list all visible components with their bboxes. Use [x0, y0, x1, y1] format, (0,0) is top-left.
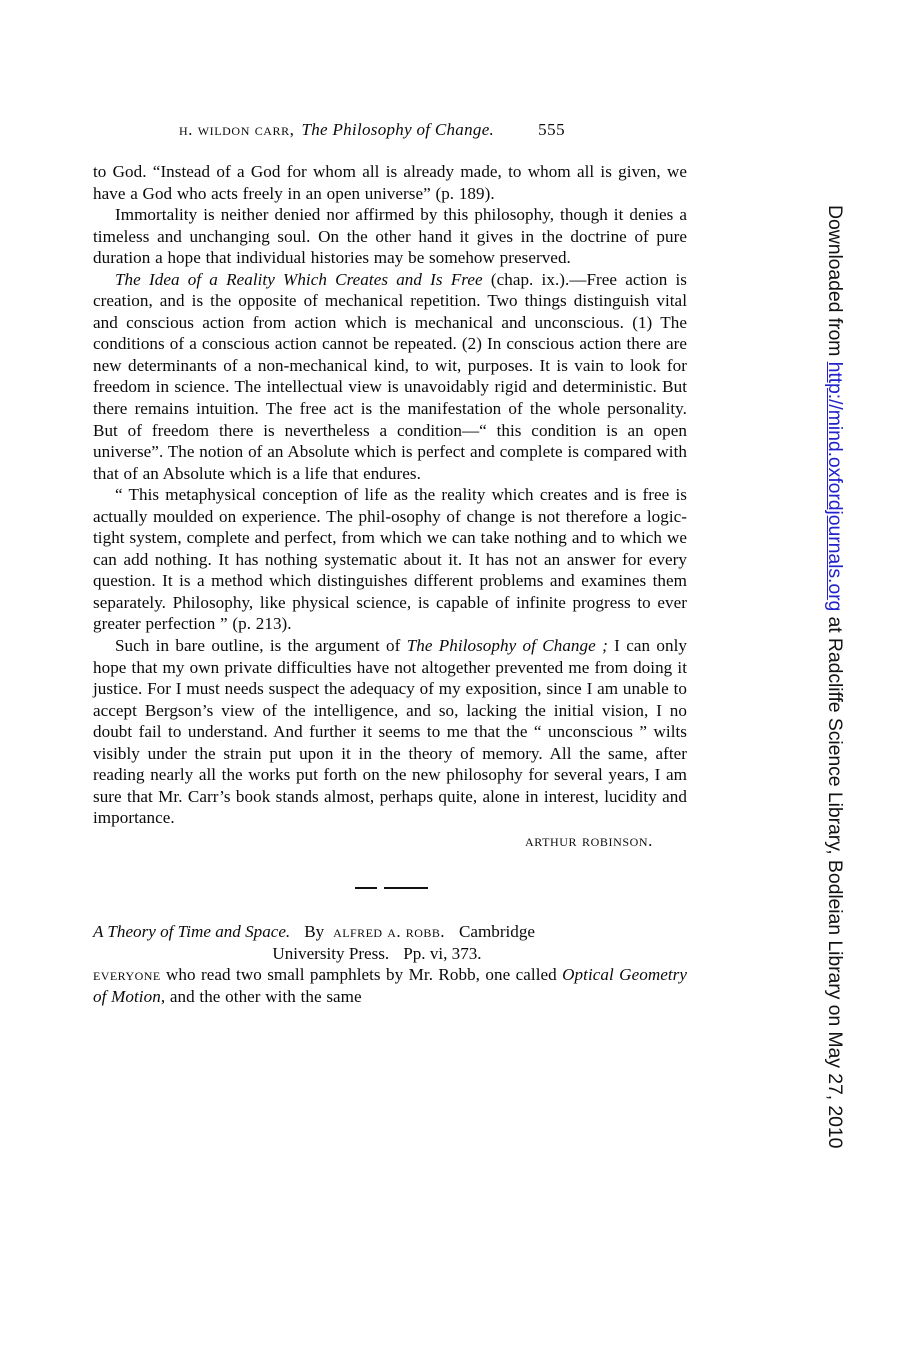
section-divider: [93, 875, 687, 901]
running-head-title: The Philosophy of Change.: [301, 120, 495, 139]
paragraph-to-god: to God. “Instead of a God for whom all is already made, to whom all is given, we have a God who acts freely in an open universe” (p. 189).: [93, 162, 687, 203]
paragraph-immortality: Immortality is neither denied nor affirmed by this philosophy, though it denies a timeless and unchanging soul. On the other hand it gives in the doctrine of pure duration a hope that individual histories may be somehow preserved.: [93, 205, 687, 268]
paragraph-everyone-text-before: who read two small pamphlets by Mr. Robb, one called: [160, 965, 563, 985]
publisher-name-continued: University Press.: [272, 943, 390, 963]
running-head-author: h. wildon carr,: [179, 120, 295, 139]
review-heading-line-1: [93, 921, 687, 943]
italic-chapter-title: The Idea of a Reality Which Creates and Is Free: [115, 269, 483, 289]
paragraph-metaphysical-conception: “ This metaphysical conception of life as the reality which creates and is free is actually moulded on experience. The phil-osophy of change is not therefore a logic-tight system, complete and perfect, from which we can take nothing and to which we can add nothing. It has nothing systematic about it. It has not an answer for every question. It is a method which distinguishes different problems and examines them separately. Philosophy, like physical science, is capable of infinite progress to ever greater perfection ” (p. 213).: [93, 485, 687, 634]
download-stamp-suffix: at Radcliffe Science Library, Bodleian Library on May 27, 2010: [824, 611, 846, 1149]
review-heading-line-2: [93, 943, 687, 965]
journal-url-link[interactable]: http://mind.oxfordjournals.org: [824, 361, 846, 612]
book-pagination: Pp. vi, 373.: [403, 943, 482, 963]
italic-book-title-philosophy-of-change: The Philosophy of Change ;: [406, 636, 608, 656]
paragraph-everyone-who-read: [93, 964, 687, 1007]
text-column: [93, 161, 687, 1007]
reviewed-book-author: alfred a. robb.: [333, 921, 446, 941]
paragraph-idea-of-reality-text: (chap. ix.).—Free action is creation, and is the opposite of mechanical repetition. Two things distinguish vital and conscious action from action which is mechanical and unconscious. (1) The conditions of a conscious action cannot be repeated. (2) In conscious action there are new determinants of a non-mechanical kind, to wit, purposes. It is vain to look for freedom in science. The intellectual view is unavoidably rigid and deterministic. But there remains intuition. The free act is the manifestation of the whole personality. But of freedom there is nevertheless a condition—“ this condition is an open universe”. The notion of an Absolute which is perfect and complete is compared with that of an Absolute which is a life that endures.: [93, 269, 687, 483]
download-stamp-prefix: Downloaded from: [824, 205, 846, 362]
by-label: By: [304, 921, 325, 941]
paragraph-bare-outline-lead: Such in bare outline, is the argument of: [115, 636, 407, 656]
divider-rule-right: [384, 887, 428, 889]
italic-pamphlet-title: Optical Geometry of Motion: [93, 965, 687, 1006]
paragraph-lead-small-caps: everyone: [93, 965, 161, 985]
download-stamp: [824, 205, 846, 1215]
page-number: 555: [538, 120, 566, 139]
paragraph-idea-of-reality: [93, 269, 687, 484]
reviewed-book-title: A Theory of Time and Space.: [93, 921, 291, 941]
divider-rule-left: [355, 887, 377, 889]
paragraph-everyone-text-after: , and the other with the same: [160, 986, 362, 1006]
review-signature: arthur robinson.: [524, 830, 653, 850]
paragraph-bare-outline: [93, 635, 687, 829]
publisher-name: Cambridge: [459, 921, 535, 941]
review-heading: [93, 921, 687, 964]
running-head: [93, 120, 686, 140]
paragraph-bare-outline-rest: I can only hope that my own private difficulties have not altogether prevented me from doing it justice. For I must needs suspect the adequacy of my exposition, since I am unable to accept Bergson’s view of the intelligence, and so, lacking the initial vision, I no doubt fail to understand. And further it seems to me that the “ unconscious ” wilts visibly under the strain put upon it in the theory of memory. All the same, after reading nearly all the works put forth on the new philosophy for several years, I am sure that Mr. Carr’s book stands almost, perhaps quite, alone in interest, lucidity and importance.: [93, 636, 687, 828]
